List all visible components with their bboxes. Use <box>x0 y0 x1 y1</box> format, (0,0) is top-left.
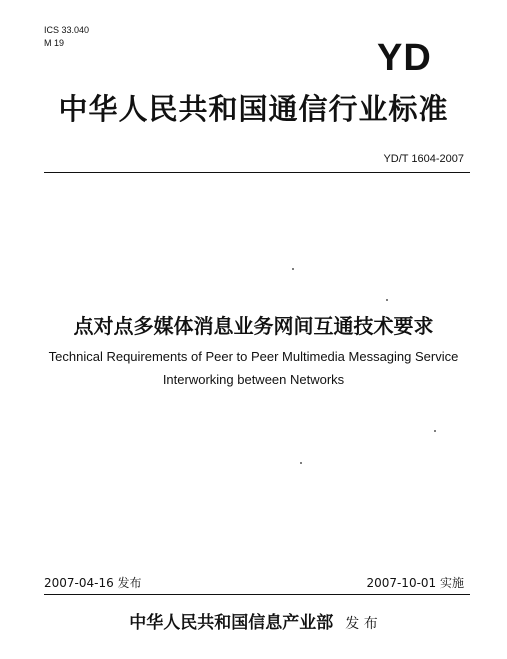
publisher-suffix: 发 布 <box>345 616 378 632</box>
scan-speck <box>386 299 388 301</box>
scan-speck <box>300 462 302 464</box>
issue-date: 2007-04-16 发布 <box>44 576 142 590</box>
scan-speck <box>292 268 294 270</box>
publisher-line <box>0 612 507 635</box>
yd-logo: YD <box>377 37 432 79</box>
implementation-date: 2007-10-01 实施 <box>366 576 464 590</box>
document-title-en-line1: Technical Requirements of Peer to Peer Multimedia Messaging Service <box>48 349 459 364</box>
document-title-en-line2: Interworking between Networks <box>162 372 345 387</box>
ics-code: ICS 33.040 <box>44 25 90 35</box>
publisher-name: 中华人民共和国信息产业部 <box>129 613 334 633</box>
classification-code: M 19 <box>44 38 65 48</box>
top-divider <box>44 172 470 173</box>
standard-title: 中华人民共和国通信行业标准 <box>58 92 449 126</box>
standard-code: YD/T 1604-2007 <box>383 153 464 165</box>
bottom-divider <box>44 594 470 595</box>
document-title-cn: 点对点多媒体消息业务网间互通技术要求 <box>73 314 434 338</box>
scan-speck <box>434 430 436 432</box>
